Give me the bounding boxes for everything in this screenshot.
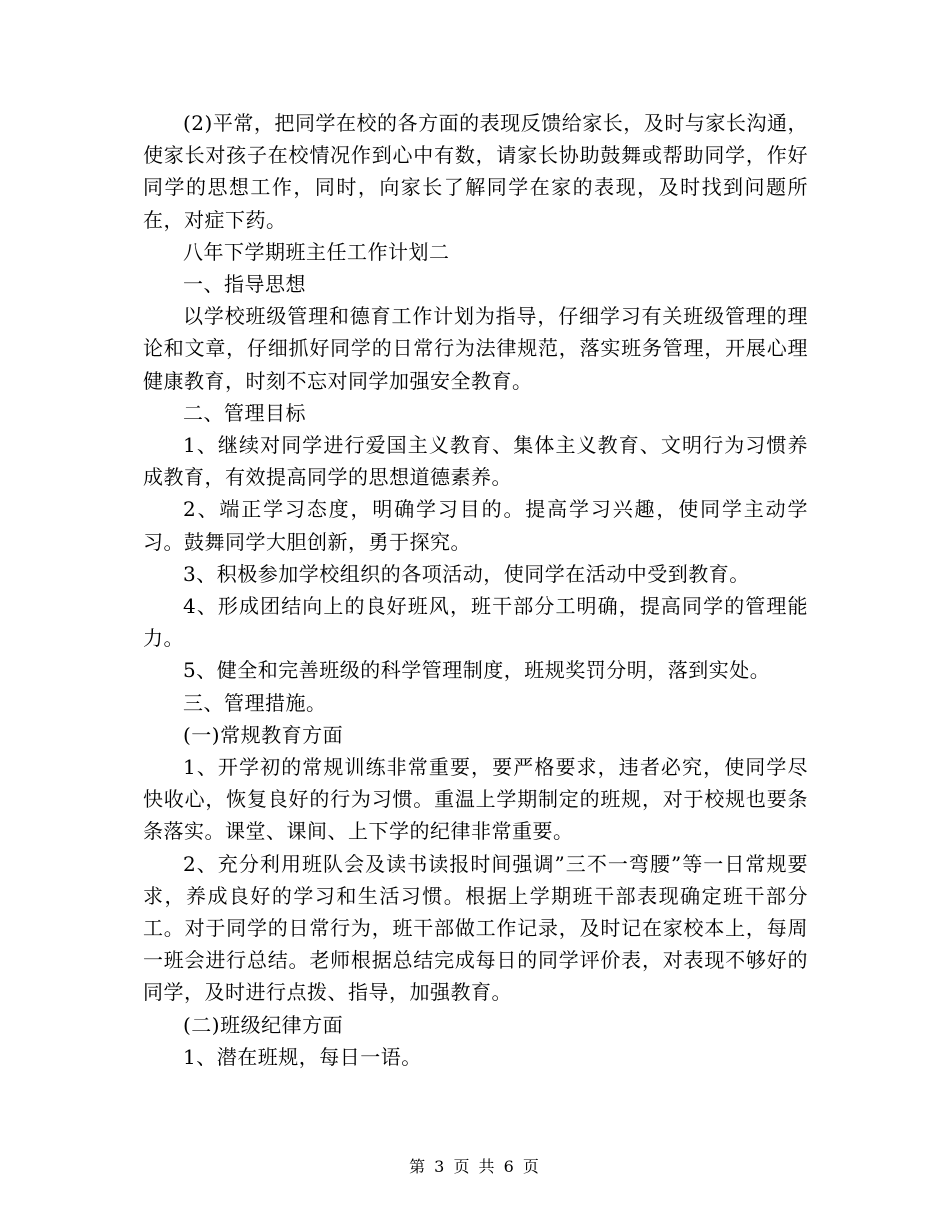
paragraph-guiding-ideology: 以学校班级管理和德育工作计划为指导，仔细学习有关班级管理的理论和文章，仔细抓好同学的日常行为法律规范，落实班务管理，开展心理健康教育，时刻不忘对同学加强安全教育。	[143, 304, 808, 393]
page-footer: 第 3 页 共 6 页	[409, 1157, 541, 1176]
goal-item-5: 5、健全和完善班级的科学管理制度，班规奖罚分明，落到实处。	[183, 658, 771, 683]
measure-item-2: 2、充分利用班队会及读书读报时间强调”三不一弯腰”等一日常规要求，养成良好的学习和生活习惯。根据上学期班干部表现确定班干部分工。对于同学的日常行为，班干部做工作记录，及时记在家校本上，每周一班会进行总结。老师根据总结完成每日的同学评价表，对表现不够好的同学，及时进行点拨、指导，加强教育。	[143, 851, 808, 1005]
heading-management-measures: 三、管理措施。	[183, 690, 327, 715]
goal-item-1: 1、继续对同学进行爱国主义教育、集体主义教育、文明行为习惯养成教育，有效提高同学的思想道德素养。	[143, 433, 808, 490]
subheading-routine-education: (一)常规教育方面	[183, 722, 344, 747]
goal-item-2: 2、端正学习态度，明确学习目的。提高学习兴趣，使同学主动学习。鼓舞同学大胆创新，勇于探究。	[143, 497, 808, 554]
goal-item-4: 4、形成团结向上的良好班风，班干部分工明确，提高同学的管理能力。	[143, 594, 808, 651]
subheading-class-discipline: (二)班级纪律方面	[183, 1012, 344, 1037]
document-body	[143, 107, 808, 1073]
paragraph-parent-communication: (2)平常，把同学在校的各方面的表现反馈给家长，及时与家长沟通，使家长对孩子在校情况作到心中有数，请家长协助鼓舞或帮助同学，作好同学的思想工作，同时，向家长了解同学在家的表现，及时找到问题所在，对症下药。	[143, 111, 808, 232]
measure-item-1: 1、开学初的常规训练非常重要，要严格要求，违者必究，使同学尽快收心，恢复良好的行为习惯。重温上学期制定的班规，对于校规也要条条落实。课堂、课间、上下学的纪律非常重要。	[143, 755, 808, 844]
heading-management-goals: 二、管理目标	[183, 400, 306, 425]
heading-guiding-ideology: 一、指导思想	[183, 272, 306, 297]
section-title-plan-two: 八年下学期班主任工作计划二	[183, 239, 450, 264]
goal-item-3: 3、积极参加学校组织的各项活动，使同学在活动中受到教育。	[183, 561, 750, 586]
discipline-item-1: 1、潜在班规，每日一语。	[183, 1044, 422, 1069]
